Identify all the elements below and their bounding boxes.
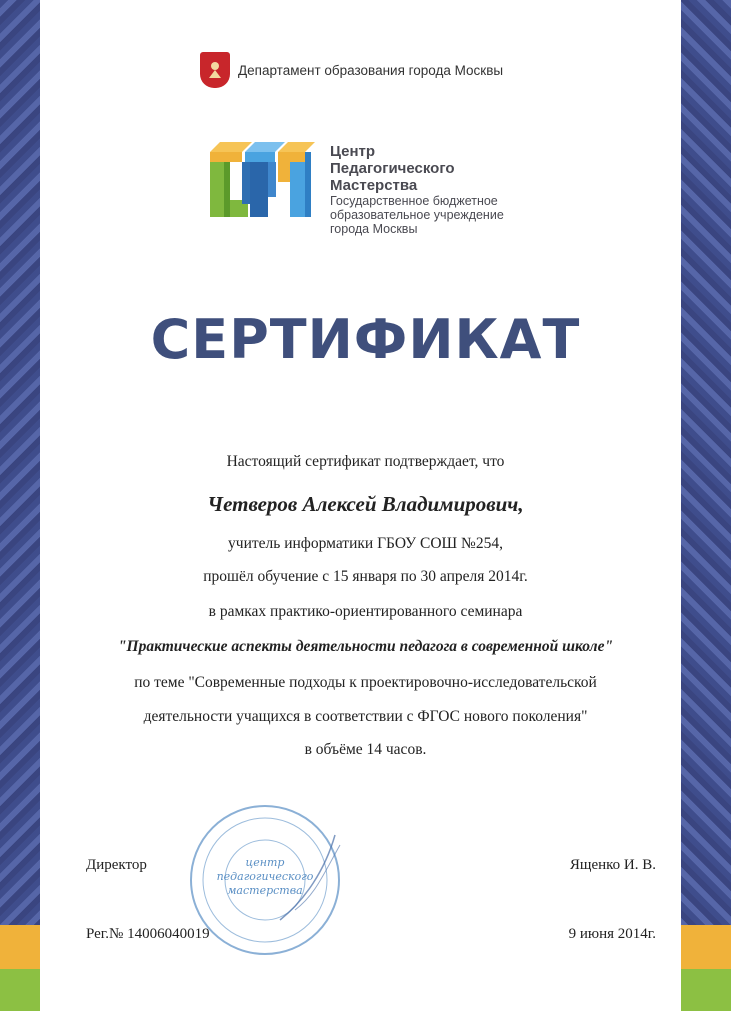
logo-line-1: Центр bbox=[330, 143, 376, 160]
stamp-center-line-2: педагогического bbox=[216, 870, 314, 883]
issue-date: 9 июня 2014г. bbox=[568, 926, 656, 942]
department-header bbox=[200, 52, 503, 88]
center-logo-text bbox=[330, 143, 590, 236]
director-name: Ященко И. В. bbox=[569, 857, 656, 873]
right-green-stripe bbox=[681, 969, 731, 1011]
seminar-title: "Практические аспекты деятельности педагога в современной школе" bbox=[117, 638, 614, 655]
registration-number: Рег.№ 14006040019 bbox=[86, 926, 210, 942]
right-yellow-stripe bbox=[681, 925, 731, 969]
left-green-stripe bbox=[0, 969, 40, 1011]
logo-line-4: Государственное бюджетное bbox=[330, 194, 498, 208]
recipient-name: Четверов Алексей Владимирович, bbox=[207, 492, 524, 516]
logo-line-6: города Москвы bbox=[330, 222, 418, 236]
hours-line: в объёме 14 часов. bbox=[304, 741, 427, 758]
certificate-title: СЕРТИФИКАТ bbox=[150, 308, 581, 371]
stamp-center-line-3: мастерства bbox=[227, 884, 303, 897]
moscow-emblem-icon bbox=[200, 52, 230, 88]
logo-line-5: образовательное учреждение bbox=[330, 208, 504, 222]
logo-line-2: Педагогического bbox=[330, 160, 455, 177]
framework-line: в рамках практико-ориентированного семинара bbox=[208, 603, 523, 620]
stamp-center-line-1: центр bbox=[245, 856, 285, 869]
position-line: учитель информатики ГБОУ СОШ №254, bbox=[228, 535, 503, 552]
confirm-line: Настоящий сертификат подтверждает, что bbox=[226, 453, 505, 470]
logo-line-3: Мастерства bbox=[330, 177, 418, 194]
center-logo-icon bbox=[210, 140, 320, 230]
left-yellow-stripe bbox=[0, 925, 40, 969]
department-name: Департамент образования города Москвы bbox=[238, 62, 504, 78]
left-decorative-border bbox=[0, 0, 40, 1011]
topic-line-1: по теме "Современные подходы к проектировочно-исследовательской bbox=[134, 674, 597, 691]
period-line: прошёл обучение с 15 января по 30 апреля 2014г. bbox=[203, 568, 528, 585]
director-label: Директор bbox=[86, 857, 147, 873]
topic-line-2: деятельности учащихся в соответствии с ФГОС нового поколения" bbox=[143, 708, 588, 725]
